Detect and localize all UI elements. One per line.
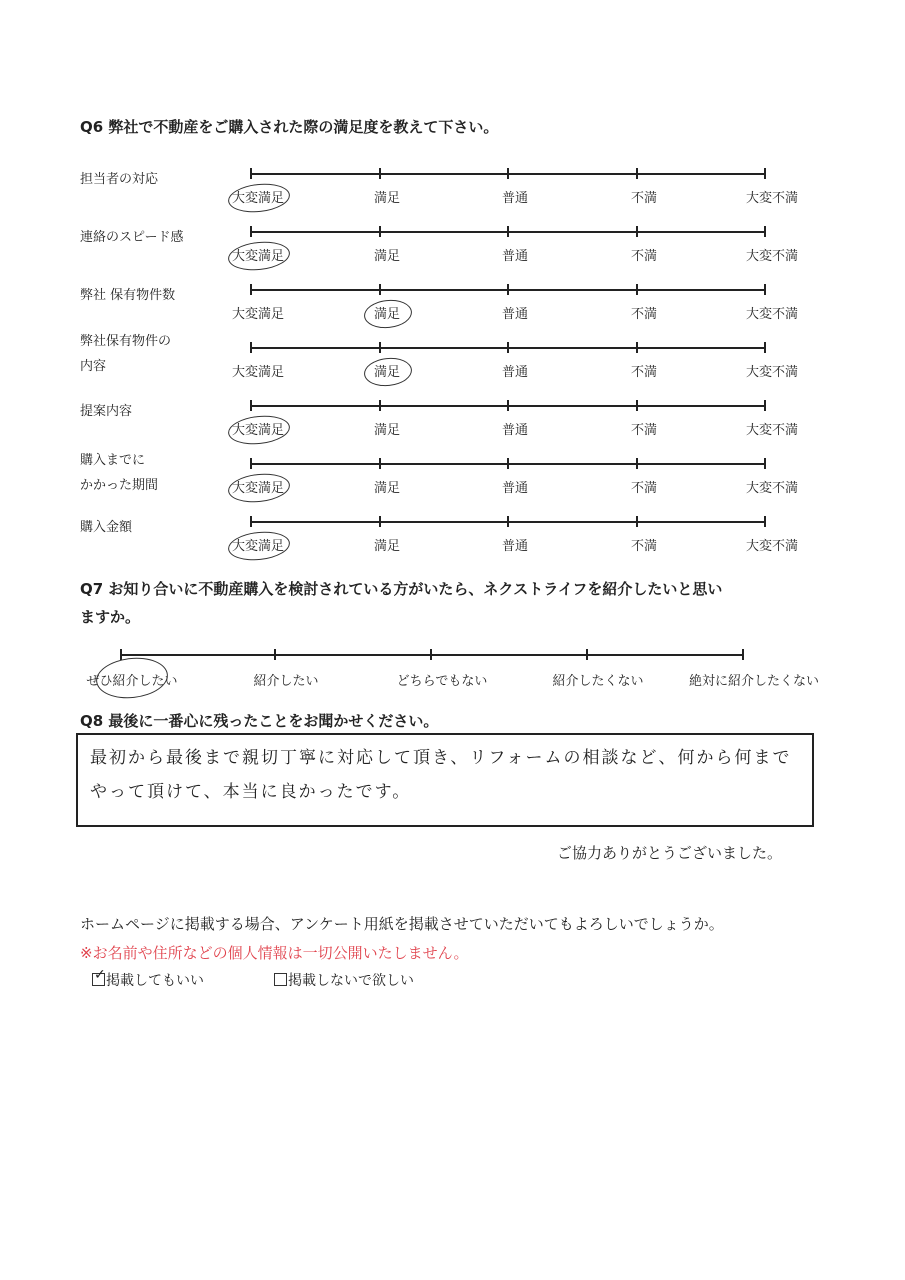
q6-row-label: 購入金額 xyxy=(80,520,133,535)
q6-row-label: 内容 xyxy=(80,359,107,374)
checkbox-empty-icon[interactable] xyxy=(274,973,287,986)
q6-option[interactable]: 大変不満 xyxy=(745,307,799,322)
selection-circle-icon xyxy=(227,471,292,505)
q6-title: Q6 弊社で不動産をご購入された際の満足度を教えて下さい。 xyxy=(80,118,499,136)
q6-scale-tick xyxy=(507,226,509,237)
q6-option[interactable]: 満足 xyxy=(373,423,401,438)
q6-scale-tick xyxy=(379,226,381,237)
q6-option[interactable]: 普通 xyxy=(501,307,529,322)
q6-option[interactable]: 大変満足 xyxy=(231,307,285,322)
q6-option[interactable]: 満足 xyxy=(373,481,401,496)
q6-option[interactable]: 不満 xyxy=(630,365,658,380)
q6-scale-tick xyxy=(764,168,766,179)
q6-option[interactable]: 普通 xyxy=(501,423,529,438)
q8-answer-line2: やって頂けて、本当に良かったです。 xyxy=(90,782,412,802)
selection-circle-icon xyxy=(227,181,292,215)
permission-question: ホームページに掲載する場合、アンケート用紙を掲載させていただいてもよろしいでしょうか。 xyxy=(80,915,724,933)
q6-row-label: 弊社 保有物件数 xyxy=(80,288,176,303)
q6-option[interactable]: 普通 xyxy=(501,539,529,554)
q6-option[interactable]: 大変不満 xyxy=(745,191,799,206)
selection-circle-icon xyxy=(227,529,292,563)
q6-option[interactable]: 普通 xyxy=(501,191,529,206)
q6-option[interactable]: 普通 xyxy=(501,249,529,264)
privacy-note: ※お名前や住所などの個人情報は一切公開いたしません。 xyxy=(80,944,469,962)
q6-option[interactable]: 満足 xyxy=(373,307,401,322)
q6-scale-tick xyxy=(507,342,509,353)
q6-option[interactable]: 大変不満 xyxy=(745,539,799,554)
q6-scale-tick xyxy=(379,516,381,527)
thanks-message: ご協力ありがとうございました。 xyxy=(557,844,783,862)
q7-scale-line xyxy=(120,654,744,656)
q6-scale-tick xyxy=(379,458,381,469)
selection-circle-icon xyxy=(227,413,292,447)
q6-row-label: 購入までに xyxy=(80,453,146,468)
q7-option[interactable]: 絶対に紹介したくない xyxy=(688,674,820,689)
q6-option[interactable]: 不満 xyxy=(630,423,658,438)
q7-scale-tick xyxy=(274,649,276,660)
q6-scale-tick xyxy=(379,284,381,295)
q6-scale-tick xyxy=(764,342,766,353)
q6-scale-tick xyxy=(636,168,638,179)
q7-title-line1: Q7 お知り合いに不動産購入を検討されている方がいたら、ネクストライフを紹介したいと思い xyxy=(80,580,723,598)
q6-scale-tick xyxy=(250,342,252,353)
q6-scale-tick xyxy=(250,400,252,411)
checkbox-checked-icon[interactable]: ✓ xyxy=(92,973,105,986)
q7-option[interactable]: どちらでもない xyxy=(396,674,488,689)
q6-option[interactable]: 大変満足 xyxy=(231,481,285,496)
q7-scale-tick xyxy=(430,649,432,660)
q6-option[interactable]: 大変満足 xyxy=(231,365,285,380)
q7-option[interactable]: 紹介したい xyxy=(253,674,319,689)
q6-row-label: 提案内容 xyxy=(80,404,133,419)
q6-option[interactable]: 普通 xyxy=(501,365,529,380)
q6-option[interactable]: 大変満足 xyxy=(231,191,285,206)
q6-option[interactable]: 大変満足 xyxy=(231,423,285,438)
selection-circle-icon xyxy=(94,654,170,701)
q6-option[interactable]: 満足 xyxy=(373,365,401,380)
q8-answer-line1: 最初から最後まで親切丁寧に対応して頂き、リフォームの相談など、何から何まで xyxy=(90,748,792,768)
permission-choice-deny[interactable] xyxy=(274,970,414,990)
q6-scale-tick xyxy=(250,168,252,179)
q6-scale-tick xyxy=(636,226,638,237)
q6-row-label: かかった期間 xyxy=(80,478,159,493)
q6-scale-tick xyxy=(636,284,638,295)
q7-scale-tick xyxy=(586,649,588,660)
permission-choice-deny-label: 掲載しないで欲しい xyxy=(288,973,414,989)
q6-scale-tick xyxy=(250,226,252,237)
q8-answer-box[interactable] xyxy=(76,733,814,827)
q6-option[interactable]: 不満 xyxy=(630,307,658,322)
q6-scale-tick xyxy=(636,516,638,527)
q6-option[interactable]: 大変不満 xyxy=(745,365,799,380)
q7-title-line2: ますか。 xyxy=(80,608,141,626)
q6-scale-tick xyxy=(507,458,509,469)
permission-choice-allow[interactable] xyxy=(92,967,204,990)
q6-row-label: 弊社保有物件の xyxy=(80,334,172,349)
q7-option[interactable]: ぜひ紹介したい xyxy=(86,674,178,689)
q6-scale-tick xyxy=(636,342,638,353)
q6-option[interactable]: 大変不満 xyxy=(745,249,799,264)
q6-scale-tick xyxy=(636,458,638,469)
q6-row-label: 連絡のスピード感 xyxy=(80,230,184,245)
q6-option[interactable]: 普通 xyxy=(501,481,529,496)
q6-scale-tick xyxy=(507,168,509,179)
q6-option[interactable]: 大変不満 xyxy=(745,423,799,438)
q6-scale-tick xyxy=(764,284,766,295)
q6-scale-tick xyxy=(764,226,766,237)
q6-option[interactable]: 満足 xyxy=(373,191,401,206)
q6-scale-tick xyxy=(636,400,638,411)
q6-scale-tick xyxy=(379,342,381,353)
q6-row-label: 担当者の対応 xyxy=(80,172,159,187)
q6-scale-tick xyxy=(250,284,252,295)
q6-option[interactable]: 不満 xyxy=(630,249,658,264)
q6-option[interactable]: 大変満足 xyxy=(231,539,285,554)
q6-option[interactable]: 大変満足 xyxy=(231,249,285,264)
q6-scale-tick xyxy=(379,168,381,179)
q8-title: Q8 最後に一番心に残ったことをお聞かせください。 xyxy=(80,712,439,730)
q6-scale-tick xyxy=(379,400,381,411)
q6-scale-tick xyxy=(764,516,766,527)
selection-circle-icon xyxy=(227,239,292,273)
selection-circle-icon xyxy=(363,298,414,331)
q6-option[interactable]: 大変不満 xyxy=(745,481,799,496)
q6-scale-tick xyxy=(507,400,509,411)
q6-scale-tick xyxy=(507,516,509,527)
q6-scale-tick xyxy=(250,458,252,469)
q6-scale-tick xyxy=(764,458,766,469)
selection-circle-icon xyxy=(363,356,414,389)
q7-option[interactable]: 紹介したくない xyxy=(552,674,644,689)
q6-scale-tick xyxy=(764,400,766,411)
q6-option[interactable]: 満足 xyxy=(373,249,401,264)
q6-scale-tick xyxy=(250,516,252,527)
permission-choice-allow-label: 掲載してもいい xyxy=(106,973,204,989)
q7-scale-tick xyxy=(742,649,744,660)
q6-option[interactable]: 不満 xyxy=(630,481,658,496)
q6-scale-tick xyxy=(507,284,509,295)
q6-option[interactable]: 不満 xyxy=(630,191,658,206)
q6-option[interactable]: 不満 xyxy=(630,539,658,554)
q6-option[interactable]: 満足 xyxy=(373,539,401,554)
